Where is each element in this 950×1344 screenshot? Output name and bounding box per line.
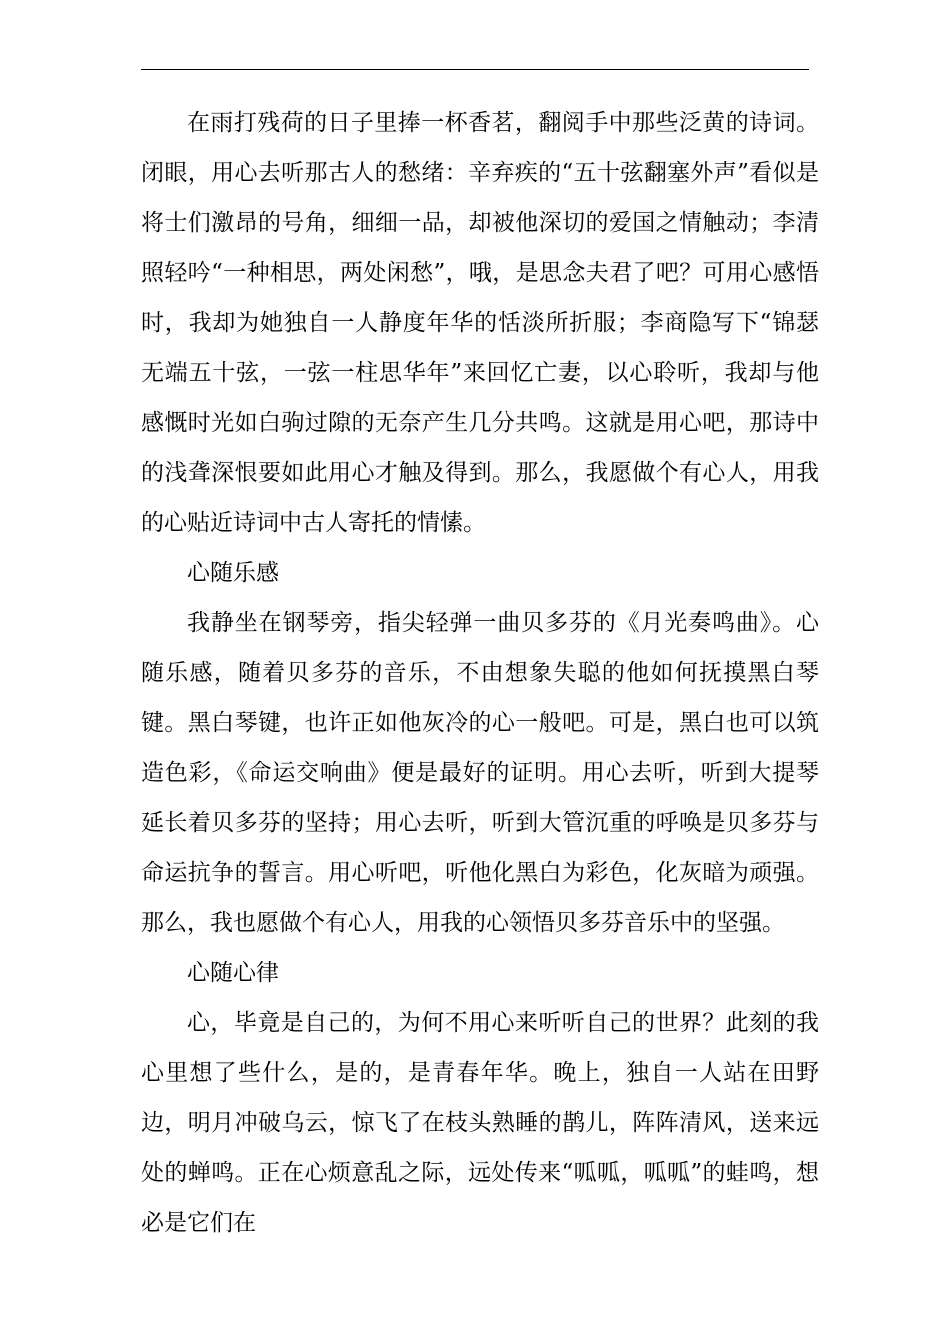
section-heading-heart: 心随心律 <box>187 960 279 986</box>
header-rule <box>141 69 809 70</box>
paragraph-music: 我静坐在钢琴旁，指尖轻弹一曲贝多芬的《月光奏鸣曲》。心随乐感，随着贝多芬的音乐，不由想象失聪的他如何抚摸黑白琴键。黑白琴键，也许正如他灰冷的心一般吧。可是，黑白也可以筑造色彩，《命运交响曲》便是最好的证明。用心去听，听到大提琴延长着贝多芬的坚持；用心去听，听到大管沉重的呼唤是贝多芬与命运抗争的誓言。用心听吧，听他化黑白为彩色，化灰暗为顽强。那么，我也愿做个有心人，用我的心领悟贝多芬音乐中的坚强。 <box>141 610 819 936</box>
document-body <box>141 98 819 1248</box>
section-heading-music: 心随乐感 <box>187 560 279 586</box>
paragraph-poetry: 在雨打残荷的日子里捧一杯香茗，翻阅手中那些泛黄的诗词。闭眼，用心去听那古人的愁绪：辛弃疾的“五十弦翻塞外声”看似是将士们激昂的号角，细细一品，却被他深切的爱国之情触动；李清照轻吟“一种相思，两处闲愁”，哦，是思念夫君了吧？可用心感悟时，我却为她独自一人静度年华的恬淡所折服；李商隐写下“锦瑟无端五十弦，一弦一柱思华年”来回忆亡妻，以心聆听，我却与他感慨时光如白驹过隙的无奈产生几分共鸣。这就是用心吧，那诗中的浅聋深恨要如此用心才触及得到。那么，我愿做个有心人，用我的心贴近诗词中古人寄托的情愫。 <box>141 110 819 536</box>
paragraph-heart: 心，毕竟是自己的，为何不用心来听听自己的世界？此刻的我心里想了些什么，是的，是青春年华。晚上，独自一人站在田野边，明月冲破乌云，惊飞了在枝头熟睡的鹊儿，阵阵清风，送来远处的蝉鸣。正在心烦意乱之际，远处传来“呱呱，呱呱”的蛙鸣，想必是它们在 <box>141 1010 819 1236</box>
